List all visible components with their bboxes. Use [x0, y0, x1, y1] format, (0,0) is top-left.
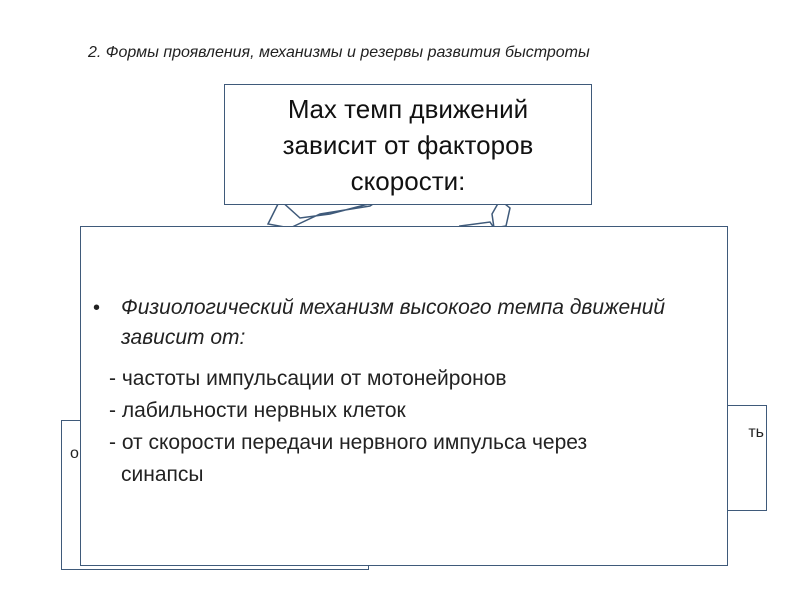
sub-item-impulse-frequency: - частоты импульсации от мотонейронов — [109, 367, 507, 390]
bullet-item — [93, 293, 717, 353]
left-box-text-fragment: о — [70, 445, 79, 462]
main-box-content — [93, 293, 717, 491]
bullet-icon: • — [93, 297, 101, 319]
slide-title: 2. Формы проявления, механизмы и резервы развития быстроты — [88, 44, 590, 61]
sub-item-transmission-speed: - от скорости передачи нервного импульса через — [109, 431, 588, 454]
top-box — [224, 84, 592, 205]
sub-item-lability: - лабильности нервных клеток — [109, 399, 406, 422]
top-box-line-1: Max темп движений — [287, 94, 529, 124]
top-box-line-2: зависит от факторов — [282, 130, 534, 160]
right-box-text-fragment: ть — [748, 424, 764, 441]
bullet-text: Физиологический механизм высокого темпа движений зависит от: — [121, 296, 666, 349]
sub-item-continuation: синапсы — [121, 463, 204, 486]
top-box-line-3: скорости: — [350, 166, 466, 196]
main-box — [80, 226, 728, 566]
